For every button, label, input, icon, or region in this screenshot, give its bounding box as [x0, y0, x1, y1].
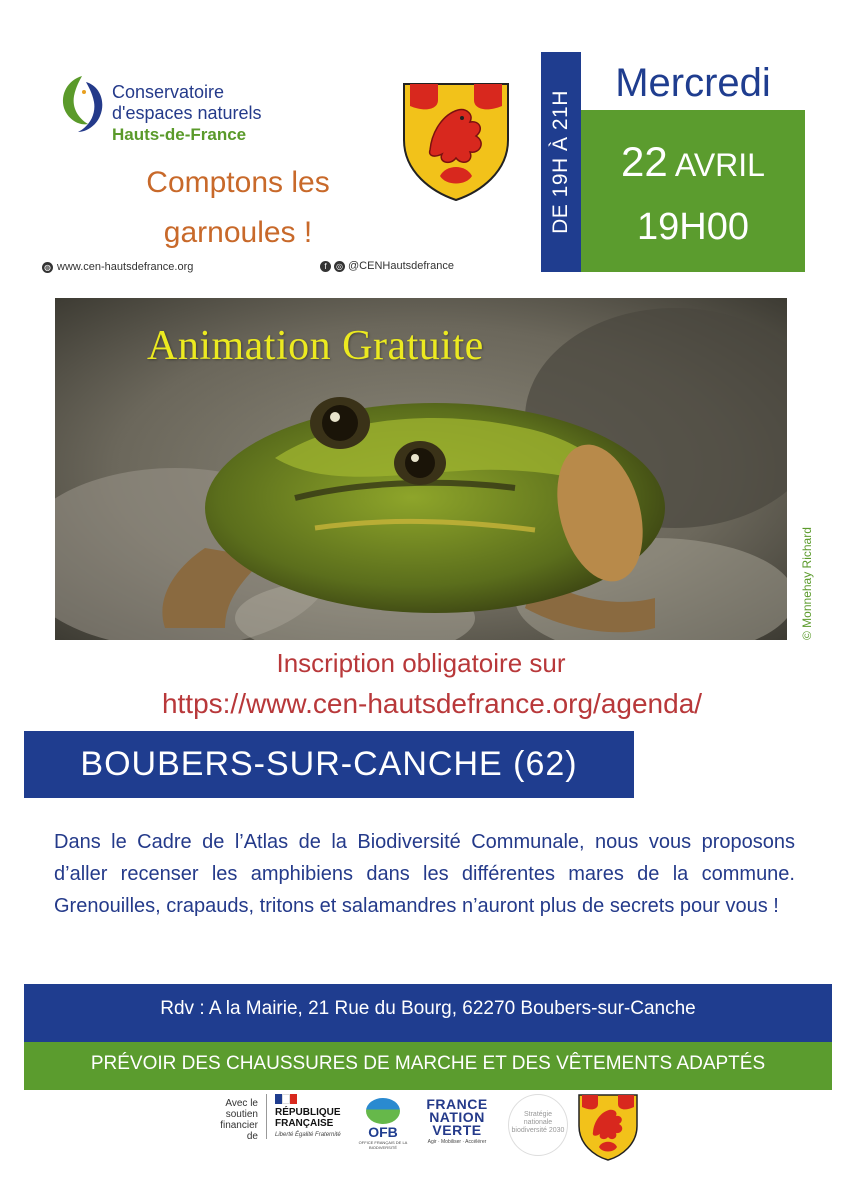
- month: AVRIL: [674, 147, 765, 183]
- french-flag-icon: [275, 1094, 297, 1104]
- social-handle[interactable]: [320, 260, 454, 272]
- support-label: Avec le soutien financier de: [220, 1098, 258, 1142]
- start-time: 19H00: [637, 206, 749, 248]
- fnv-subtitle: Agir · Mobiliser · Accélérer: [427, 1139, 487, 1145]
- event-description: Dans le Cadre de l’Atlas de la Biodiversité Communale, nous vous proposons d’aller recenser les amphibiens dans les différentes mares de la commune. Grenouilles, crapauds, tritons et salamandres n’auront plus de secrets pour vous !: [54, 831, 795, 917]
- date-panel: [581, 110, 805, 272]
- day-number: 22: [621, 138, 668, 185]
- instagram-icon: ◎: [334, 261, 345, 272]
- fnv-line1: FRANCE: [426, 1096, 488, 1112]
- org-name-line2: d'espaces naturels: [112, 103, 262, 123]
- rf-motto: Liberté Égalité Fraternité: [275, 1132, 341, 1138]
- org-region: Hauts-de-France: [112, 125, 247, 144]
- subtitle-line2: garnoules !: [163, 216, 313, 249]
- ofb-globe-icon: [366, 1098, 400, 1124]
- ofb-subtitle: OFFICE FRANÇAIS DE LA BIODIVERSITÉ: [358, 1140, 408, 1150]
- hours-banner: [541, 52, 581, 272]
- weekday: Mercredi: [581, 52, 805, 110]
- ofb-text: OFB: [368, 1124, 398, 1140]
- facebook-icon: f: [320, 261, 331, 272]
- snb-logo: Stratégie nationale biodiversité 2030: [508, 1094, 568, 1156]
- date-line: [581, 138, 805, 186]
- cen-leaf-logo-icon: [58, 74, 108, 134]
- frog-photo: [55, 298, 787, 640]
- subtitle-line1: Comptons les: [146, 166, 330, 199]
- meeting-point-banner: Rdv : A la Mairie, 21 Rue du Bourg, 62270 Boubers-sur-Canche: [24, 984, 832, 1042]
- photo-credit: © Monnehay Richard: [800, 527, 814, 640]
- location-banner: BOUBERS-SUR-CANCHE (62): [24, 731, 634, 798]
- website-link[interactable]: [42, 261, 193, 273]
- hours-text: DE 19H À 21H: [549, 90, 572, 234]
- org-name-line1: Conservatoire: [112, 82, 225, 102]
- fnv-line3: VERTE: [432, 1122, 482, 1138]
- partner-logos: [210, 1092, 650, 1162]
- france-nation-verte-logo: [420, 1098, 494, 1145]
- equipment-advice-banner: PRÉVOIR DES CHAUSSURES DE MARCHE ET DES VÊTEMENTS ADAPTÉS: [24, 1042, 832, 1090]
- free-animation-label: Animation Gratuite: [147, 323, 484, 369]
- rf-line2: FRANÇAISE: [275, 1118, 334, 1129]
- fnv-line2: NATION: [429, 1109, 485, 1125]
- event-subtitle: [118, 158, 358, 258]
- coat-of-arms-small-icon: [576, 1092, 640, 1162]
- rf-line1: RÉPUBLIQUE: [275, 1107, 341, 1118]
- social-text: @CENHautsdefrance: [348, 260, 454, 272]
- cen-logo: [58, 74, 318, 154]
- registration-heading: Inscription obligatoire sur: [276, 648, 566, 678]
- globe-icon: ◍: [42, 262, 53, 273]
- registration-url[interactable]: https://www.cen-hautsdefrance.org/agenda/: [161, 688, 703, 719]
- ofb-logo: [358, 1098, 408, 1150]
- republique-francaise-logo: [266, 1094, 346, 1139]
- coat-of-arms-icon: [400, 80, 512, 202]
- website-text: www.cen-hautsdefrance.org: [57, 261, 194, 273]
